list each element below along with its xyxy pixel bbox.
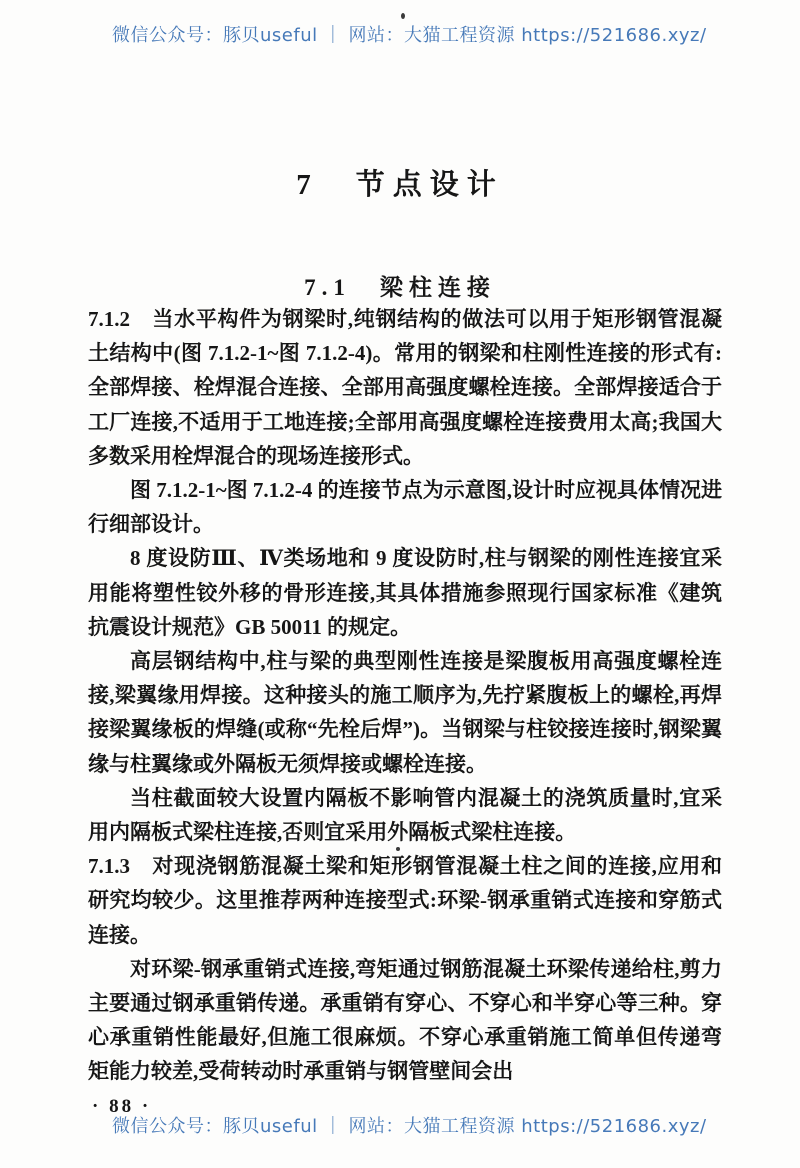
body-paragraph: 对环梁-钢承重销式连接,弯矩通过钢筋混凝土环梁传递给柱,剪力主要通过钢承重销传递。承重销有穿心、不穿心和半穿心等三种。穿心承重销性能最好,但施工很麻烦。不穿心承重销施工简单但传递弯矩能力较差,受荷转动时承重销与钢管壁间会出 — [88, 956, 722, 1084]
footer-watermark: 微信公众号：豚贝useful ｜ 网站：大猫工程资源 https://521686.xyz/ — [112, 1116, 707, 1137]
body-paragraph: 当柱截面较大设置内隔板不影响管内混凝土的浇筑质量时,宜采用内隔板式梁柱连接,否则宜采用外隔板式梁柱连接。 — [88, 785, 722, 845]
scan-artifact — [401, 13, 405, 19]
chapter-title: 7 节点设计 — [296, 169, 504, 202]
header-watermark: 微信公众号：豚贝useful ｜ 网站：大猫工程资源 https://521686.xyz/ — [112, 25, 707, 46]
page-number: · 88 · — [92, 1096, 152, 1117]
body-paragraph-7-1-3: 7.1.3 对现浇钢筋混凝土梁和矩形钢管混凝土柱之间的连接,应用和研究均较少。这里推荐两种连接型式:环梁-钢承重销式连接和穿筋式连接。 — [88, 854, 722, 947]
body-paragraph: 8 度设防Ⅲ、Ⅳ类场地和 9 度设防时,柱与钢梁的刚性连接宜采用能将塑性铰外移的骨形连接,其具体措施参照现行国家标准《建筑抗震设计规范》GB 50011 的规定。 — [88, 546, 722, 639]
body-paragraph: 图 7.1.2-1~图 7.1.2-4 的连接节点为示意图,设计时应视具体情况进行细部设计。 — [88, 478, 722, 537]
body-text — [88, 302, 722, 1089]
body-paragraph-7-1-2: 7.1.2 当水平构件为钢梁时,纯钢结构的做法可以用于矩形钢管混凝土结构中(图 7.1.2-1~图 7.1.2-4)。常用的钢梁和柱刚性连接的形式有:全部焊接、栓焊混合连接、全部用高强度螺栓连接。全部焊接适合于工厂连接,不适用于工地连接;全部用高强度螺栓连接费用太高;我国大多数采用栓焊混合的现场连接形式。 — [88, 307, 722, 468]
body-paragraph: 高层钢结构中,柱与梁的典型刚性连接是梁腹板用高强度螺栓连接,梁翼缘用焊接。这种接头的施工顺序为,先拧紧腹板上的螺栓,再焊接梁翼缘板的焊缝(或称“先栓后焊”)。当钢梁与柱铰接连接时,钢梁翼缘与柱翼缘或外隔板无须焊接或螺栓连接。 — [88, 649, 722, 776]
scan-artifact — [396, 847, 400, 851]
section-heading: 7.1 梁柱连接 — [304, 275, 496, 301]
